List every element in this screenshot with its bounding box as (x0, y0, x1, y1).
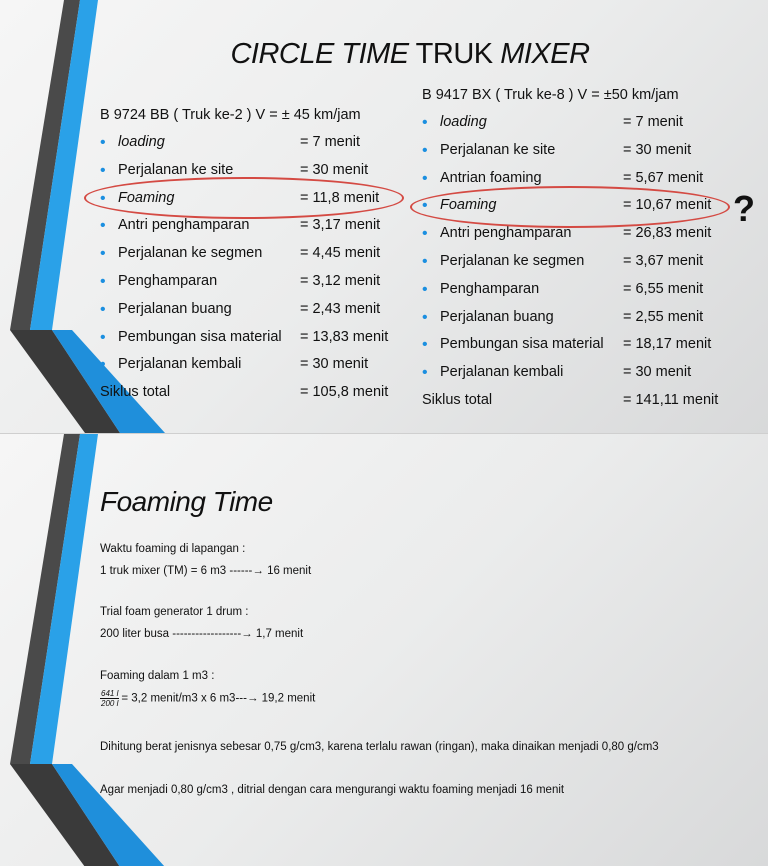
highlight-ellipse-b (410, 186, 730, 228)
formula-line: $\frac{641 l}{200 l}$ = 3,2 menit/m3 x 6 m3---→ 19,2 menit (101, 689, 316, 708)
text-line: 200 liter busa ------------------→ 1,7 menit (100, 628, 304, 640)
list-item: • loading = 7 menit (422, 109, 732, 137)
list-item: • Pembungan sisa material = 18,17 menit (422, 331, 732, 359)
list-item: • Perjalanan ke site = 30 menit (100, 157, 400, 185)
bullet-icon: • (100, 272, 106, 290)
fraction: $\frac{641 l}{200 l}$ (101, 689, 119, 708)
list-item: • Penghamparan = 3,12 menit (100, 268, 400, 296)
bullet-icon: • (422, 197, 428, 215)
bullet-icon: • (100, 161, 106, 179)
list-item: • Perjalanan kembali = 30 menit (100, 351, 400, 379)
list-item: • Perjalanan kembali = 30 menit (422, 359, 732, 387)
text-line: Trial foam generator 1 drum : (100, 606, 249, 618)
bullet-icon: • (100, 217, 106, 235)
list-item: • loading = 7 menit (100, 129, 400, 157)
list-item: • Perjalanan ke segmen = 3,67 menit (422, 248, 732, 276)
list-item: • Perjalanan buang = 2,55 menit (422, 304, 732, 332)
question-mark: ? (733, 188, 755, 229)
bullet-icon: • (100, 328, 106, 346)
bullet-icon: • (422, 336, 428, 354)
list-item: • Perjalanan ke site = 30 menit (422, 137, 732, 165)
list-item: • Antrian foaming = 5,67 menit (422, 165, 732, 193)
highlight-ellipse-a (84, 177, 404, 219)
bullet-icon: • (422, 169, 428, 187)
bullet-icon: • (100, 356, 106, 374)
list-item: • Pembungan sisa material = 13,83 menit (100, 324, 400, 352)
slide-title: CIRCLE TIME TRUK MIXER (230, 38, 590, 70)
bullet-icon: • (422, 141, 428, 159)
total-row: Siklus total = 141,11 menit (422, 391, 719, 408)
truck-column-a (100, 101, 400, 407)
bullet-icon: • (422, 364, 428, 382)
list-item: • Antri penghamparan = 3,17 menit (100, 212, 400, 240)
bullet-icon: • (100, 134, 106, 151)
bullet-icon: • (100, 189, 106, 207)
bullet-icon: • (100, 300, 106, 318)
list-item: • Antri penghamparan = 26,83 menit (422, 220, 732, 248)
list-item: • Perjalanan buang = 2,43 menit (100, 296, 400, 324)
bullet-icon: • (100, 245, 106, 263)
text-line: Dihitung berat jenisnya sebesar 0,75 g/cm3, karena terlalu rawan (ringan), maka dinaikan menjadi 0,80 g/cm3 (100, 741, 659, 753)
bullet-icon: • (422, 225, 428, 243)
bullet-icon: • (422, 308, 428, 326)
truck-b-header: B 9417 BX ( Truk ke-8 ) V = ±50 km/jam (422, 87, 679, 103)
bullet-icon: • (422, 252, 428, 270)
bullet-icon: • (422, 114, 428, 131)
list-item: • Foaming = 11,8 menit (100, 185, 400, 213)
truck-a-header: B 9724 BB ( Truk ke-2 ) V = ± 45 km/jam (100, 107, 361, 123)
bullet-icon: • (422, 280, 428, 298)
slide-title: Foaming Time (100, 486, 273, 517)
truck-column-b (422, 81, 732, 415)
list-item: • Penghamparan = 6,55 menit (422, 276, 732, 304)
list-item: • Foaming = 10,67 menit (422, 192, 732, 220)
text-line: Waktu foaming di lapangan : (100, 543, 246, 555)
text-line: Agar menjadi 0,80 g/cm3 , ditrial dengan cara mengurangi waktu foaming menjadi 16 menit (100, 784, 565, 796)
total-row: Siklus total = 105,8 menit (100, 384, 389, 401)
text-line: 1 truk mixer (TM) = 6 m3 ------→ 16 menit (100, 565, 312, 577)
list-item: • Perjalanan ke segmen = 4,45 menit (100, 240, 400, 268)
text-line: Foaming dalam 1 m3 : (100, 670, 215, 682)
